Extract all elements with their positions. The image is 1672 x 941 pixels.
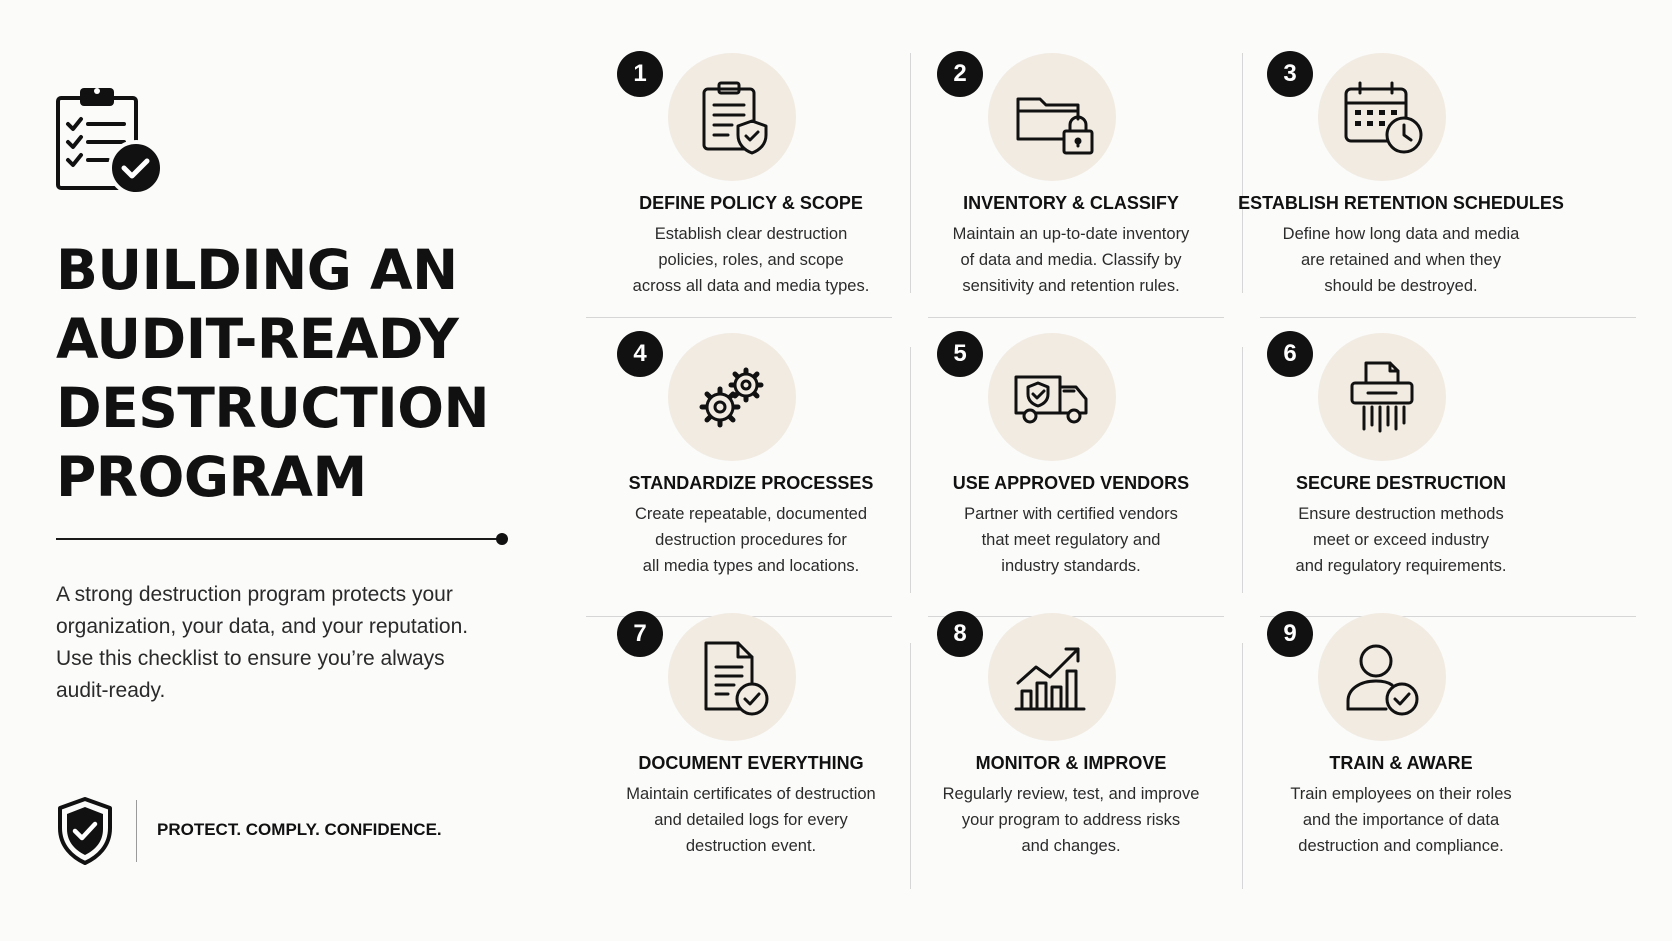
page-title <box>56 236 536 512</box>
step-card-6 <box>1236 325 1566 615</box>
title-line: AUDIT-READY <box>56 307 459 371</box>
step-icon-circle <box>1318 53 1446 181</box>
step-title: STANDARDIZE PROCESSES <box>628 473 874 493</box>
step-title: ESTABLISH RETENTION SCHEDULES <box>1238 193 1564 213</box>
footer <box>56 796 526 866</box>
step-description-line: Maintain certificates of destruction <box>626 785 876 803</box>
step-icon-circle <box>668 53 796 181</box>
step-card-5 <box>906 325 1236 615</box>
step-description <box>586 221 916 299</box>
divider-line <box>56 538 504 540</box>
step-description-line: and changes. <box>1021 837 1121 855</box>
calendar-clock-icon <box>1338 73 1426 161</box>
step-description <box>906 781 1236 859</box>
step-title: DOCUMENT EVERYTHING <box>638 753 864 773</box>
user-check-icon <box>1338 633 1426 721</box>
intro-line: Use this checklist to ensure you’re always <box>56 647 445 670</box>
step-description-line: and detailed logs for every <box>654 811 848 829</box>
step-card-1 <box>586 45 916 335</box>
document-check-icon <box>688 633 776 721</box>
step-description-line: all media types and locations. <box>642 557 860 575</box>
step-description-line: Establish clear destruction <box>654 225 848 243</box>
title-line: PROGRAM <box>56 445 367 509</box>
step-title: TRAIN & AWARE <box>1329 753 1473 773</box>
step-description-line: and regulatory requirements. <box>1295 557 1507 575</box>
step-number-badge: 1 <box>617 51 663 97</box>
title-line: DESTRUCTION <box>56 376 489 440</box>
step-description <box>1236 501 1566 579</box>
tagline: PROTECT. COMPLY. CONFIDENCE. <box>157 820 442 839</box>
folder-lock-icon <box>1008 73 1096 161</box>
step-description-line: destruction procedures for <box>655 531 847 549</box>
step-number-badge: 8 <box>937 611 983 657</box>
step-icon-circle <box>668 333 796 461</box>
step-number-badge: 3 <box>1267 51 1313 97</box>
step-description-line: destruction and compliance. <box>1298 837 1504 855</box>
step-description <box>1236 781 1566 859</box>
step-description <box>906 501 1236 579</box>
step-description-line: Regularly review, test, and improve <box>942 785 1200 803</box>
step-icon-circle <box>988 333 1116 461</box>
divider-dot <box>496 533 508 545</box>
step-number-badge: 7 <box>617 611 663 657</box>
step-card-3 <box>1236 45 1566 335</box>
step-icon-circle <box>988 53 1116 181</box>
step-number-badge: 4 <box>617 331 663 377</box>
step-description-line: meet or exceed industry <box>1312 531 1490 549</box>
steps-grid <box>586 45 1636 895</box>
step-description-line: across all data and media types. <box>632 277 870 295</box>
title-line: BUILDING AN <box>56 238 458 302</box>
intro-line: A strong destruction program protects your <box>56 583 453 606</box>
step-description-line: and the importance of data <box>1302 811 1500 829</box>
intro-line: organization, your data, and your reputation. <box>56 615 469 638</box>
secure-truck-icon <box>1008 353 1096 441</box>
step-title: SECURE DESTRUCTION <box>1295 473 1506 493</box>
step-description-line: Create repeatable, documented <box>634 505 868 523</box>
step-icon-circle <box>1318 613 1446 741</box>
step-number-badge: 9 <box>1267 611 1313 657</box>
step-description-line: your program to address risks <box>961 811 1181 829</box>
shredder-icon <box>1338 353 1426 441</box>
step-description <box>1236 221 1566 299</box>
clipboard-check-icon <box>56 84 171 206</box>
footer-separator <box>136 800 137 862</box>
step-card-4 <box>586 325 916 615</box>
step-title: INVENTORY & CLASSIFY <box>963 193 1179 213</box>
step-number-badge: 5 <box>937 331 983 377</box>
step-description-line: of data and media. Classify by <box>960 251 1182 269</box>
intro-line: audit-ready. <box>56 679 166 702</box>
growth-chart-icon <box>1008 633 1096 721</box>
step-description-line: destruction event. <box>685 837 817 855</box>
step-card-2 <box>906 45 1236 335</box>
step-description-line: Train employees on their roles <box>1290 785 1512 803</box>
step-description-line: policies, roles, and scope <box>658 251 844 269</box>
step-title: DEFINE POLICY & SCOPE <box>639 193 863 213</box>
step-description-line: sensitivity and retention rules. <box>962 277 1180 295</box>
step-description <box>586 781 916 859</box>
step-description-line: Maintain an up-to-date inventory <box>952 225 1190 243</box>
shield-check-icon <box>56 796 114 866</box>
step-description-line: are retained and when they <box>1301 251 1501 269</box>
step-description-line: that meet regulatory and <box>981 531 1161 549</box>
step-description-line: industry standards. <box>1001 557 1141 575</box>
step-card-9 <box>1236 605 1566 895</box>
intro-text <box>56 579 486 707</box>
step-description-line: Partner with certified vendors <box>964 505 1178 523</box>
step-card-7 <box>586 605 916 895</box>
step-description-line: Define how long data and media <box>1282 225 1520 243</box>
step-description-line: Ensure destruction methods <box>1298 505 1504 523</box>
step-icon-circle <box>1318 333 1446 461</box>
step-icon-circle <box>988 613 1116 741</box>
policy-clipboard-shield-icon <box>688 73 776 161</box>
gears-icon <box>688 353 776 441</box>
step-number-badge: 2 <box>937 51 983 97</box>
step-title: USE APPROVED VENDORS <box>952 473 1190 493</box>
step-description-line: should be destroyed. <box>1324 277 1478 295</box>
step-card-8 <box>906 605 1236 895</box>
step-icon-circle <box>668 613 796 741</box>
step-description <box>586 501 916 579</box>
step-description <box>906 221 1236 299</box>
step-number-badge: 6 <box>1267 331 1313 377</box>
step-title: MONITOR & IMPROVE <box>975 753 1167 773</box>
